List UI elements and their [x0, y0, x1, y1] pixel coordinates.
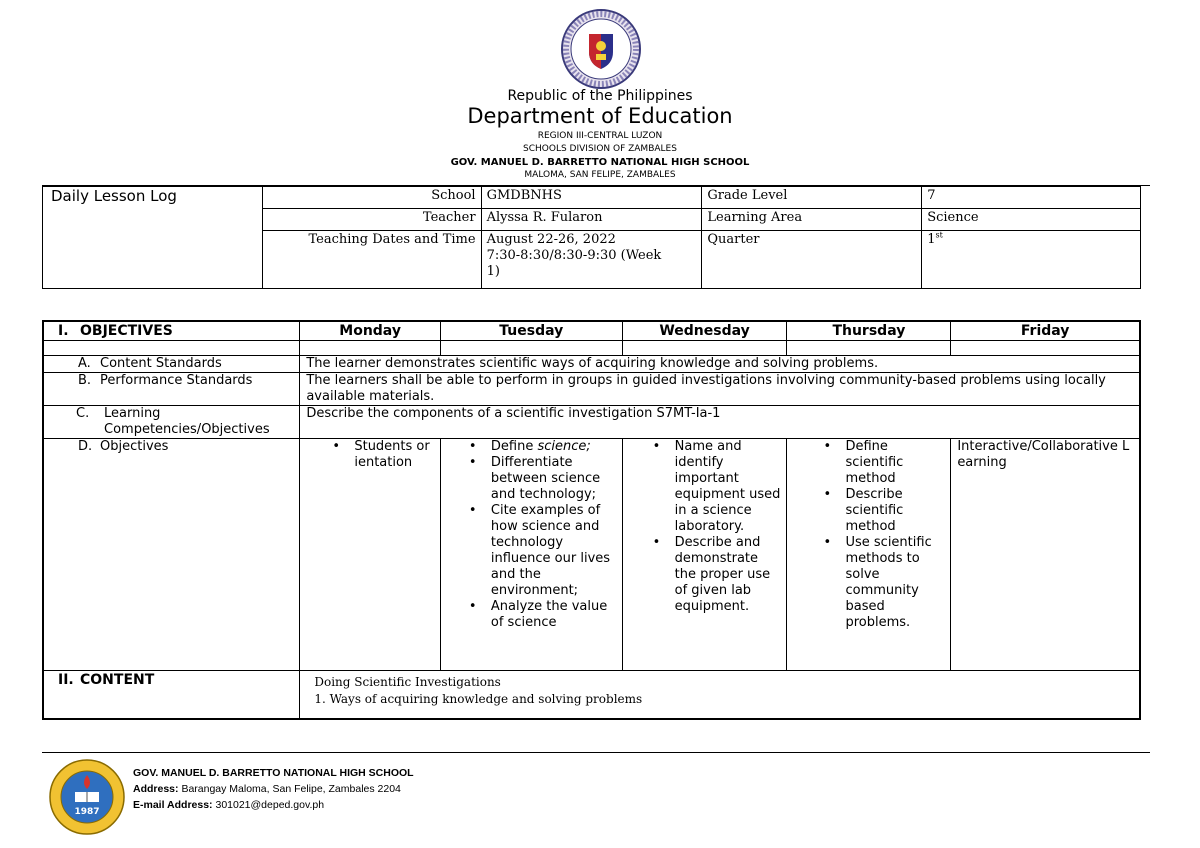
tuesday-define-term: science;: [537, 439, 591, 454]
tuesday-objective-item: • Differentiate between science and technology;: [491, 455, 616, 503]
tuesday-objective-item: • Cite examples of how science and technology influence our lives and the environment;: [491, 503, 616, 599]
quarter-value: [922, 231, 1141, 289]
footer-school-name: [133, 765, 414, 781]
tuesday-objectives: [440, 439, 622, 671]
learning-area-value: Science: [922, 209, 1141, 231]
content-subtopic: 1. Ways of acquiring knowledge and solving problems: [314, 692, 643, 706]
school-value: GMDBNHS: [481, 187, 702, 209]
footer-address-label: Address:: [133, 783, 179, 795]
deped-seal-icon: [560, 8, 642, 90]
thursday-objective-item: • Use scientific methods to solve community based problems.: [845, 535, 944, 631]
thursday-objective-item: • Describe scientific method: [845, 487, 944, 535]
department-title: Department of Education: [467, 104, 733, 128]
competencies-label: [43, 406, 300, 439]
objectives-text: Objectives: [100, 439, 169, 454]
teaching-dates-label: Teaching Dates and Time: [262, 231, 481, 289]
region-text: REGION III-CENTRAL LUZON: [537, 131, 663, 141]
teaching-time-line: 7:30-8:30/8:30-9:30 (Week: [486, 248, 662, 263]
objectives-label: [43, 439, 300, 671]
day-header-tuesday: Tuesday: [440, 321, 622, 341]
content-number: II.: [58, 672, 74, 688]
blank-cell: [951, 341, 1140, 356]
lesson-log-info-table: [42, 186, 1141, 289]
teacher-value: Alyssa R. Fularon: [481, 209, 702, 231]
performance-standards-value: The learners shall be able to perform in groups in guided investigations involving community-based problems using locally available materials.: [300, 373, 1140, 406]
footer-info: [133, 765, 414, 813]
teaching-dates-value: [481, 231, 702, 289]
school-label: School: [262, 187, 481, 209]
content-title: CONTENT: [80, 672, 155, 688]
division-text: SCHOOLS DIVISION OF ZAMBALES: [523, 144, 677, 154]
tuesday-objective-item: [491, 439, 616, 455]
blank-cell: [300, 341, 441, 356]
day-header-monday: Monday: [300, 321, 441, 341]
grade-level-value: 7: [922, 187, 1141, 209]
objectives-title: OBJECTIVES: [80, 323, 173, 339]
footer-email-label: E-mail Address:: [133, 799, 213, 811]
wednesday-objective-item: • Describe and demonstrate the proper use of given lab equipment.: [675, 535, 781, 615]
monday-objective-item: • Students orientation: [354, 439, 432, 471]
content-standards-text: Content Standards: [100, 356, 222, 371]
content-standards-key: A.: [78, 356, 91, 371]
tuesday-define-text: Define: [490, 439, 538, 454]
school-logo-year: 1987: [74, 807, 100, 817]
wednesday-objectives: [622, 439, 787, 671]
content-standards-value: The learner demonstrates scientific ways of acquiring knowledge and solving problems.: [300, 356, 1140, 373]
objectives-heading: [43, 321, 300, 341]
footer-address-value: Barangay Maloma, San Felipe, Zambales 2204: [181, 783, 401, 795]
wednesday-objective-item: • Name and identify important equipment used in a science laboratory.: [675, 439, 781, 535]
thursday-objectives: [787, 439, 951, 671]
school-logo-icon: [48, 758, 126, 836]
day-header-thursday: Thursday: [787, 321, 951, 341]
footer-email-value: 301021@deped.gov.ph: [215, 799, 325, 811]
footer-address: [133, 781, 414, 797]
blank-cell: [43, 341, 300, 356]
blank-cell: [440, 341, 622, 356]
content-value: [300, 671, 1140, 720]
quarter-number: 1: [927, 232, 936, 247]
day-header-friday: Friday: [951, 321, 1140, 341]
grade-level-label: Grade Level: [702, 187, 922, 209]
content-heading: [43, 671, 300, 720]
teacher-label: Teacher: [262, 209, 481, 231]
performance-standards-key: B.: [78, 373, 92, 388]
teaching-dates-line: August 22-26, 2022: [486, 232, 616, 247]
friday-objectives: Interactive/Collaborative Learning: [951, 439, 1140, 671]
day-header-wednesday: Wednesday: [622, 321, 787, 341]
performance-standards-label: [43, 373, 300, 406]
content-topic: Doing Scientific Investigations: [314, 675, 501, 689]
competencies-text: Learning Competencies/Objectives: [104, 406, 270, 437]
tuesday-objective-item: • Analyze the value of science: [491, 599, 616, 631]
quarter-label: Quarter: [702, 231, 922, 289]
competencies-key: C.: [76, 406, 90, 421]
daily-lesson-log-title: Daily Lesson Log: [43, 187, 263, 289]
republic-text: Republic of the Philippines: [507, 88, 693, 104]
blank-cell: [787, 341, 951, 356]
objectives-number: I.: [58, 323, 69, 339]
competencies-value: Describe the components of a scientific investigation S7MT-Ia-1: [300, 406, 1140, 439]
school-name: GOV. MANUEL D. BARRETTO NATIONAL HIGH SCHOOL: [450, 157, 750, 168]
monday-objectives: [300, 439, 441, 671]
quarter-suffix: st: [935, 230, 943, 240]
objectives-key: D.: [78, 439, 93, 454]
footer-school-text: GOV. MANUEL D. BARRETTO NATIONAL HIGH SCHOOL: [133, 767, 414, 779]
content-standards-label: [43, 356, 300, 373]
performance-standards-text: Performance Standards: [100, 373, 253, 388]
thursday-objective-item: • Define scientific method: [845, 439, 944, 487]
learning-area-label: Learning Area: [702, 209, 922, 231]
objectives-table: [42, 320, 1141, 720]
blank-cell: [622, 341, 787, 356]
school-address: MALOMA, SAN FELIPE, ZAMBALES: [524, 170, 676, 180]
teaching-week-line: 1): [486, 264, 500, 279]
footer-divider: [42, 752, 1150, 753]
footer-email: [133, 797, 414, 813]
